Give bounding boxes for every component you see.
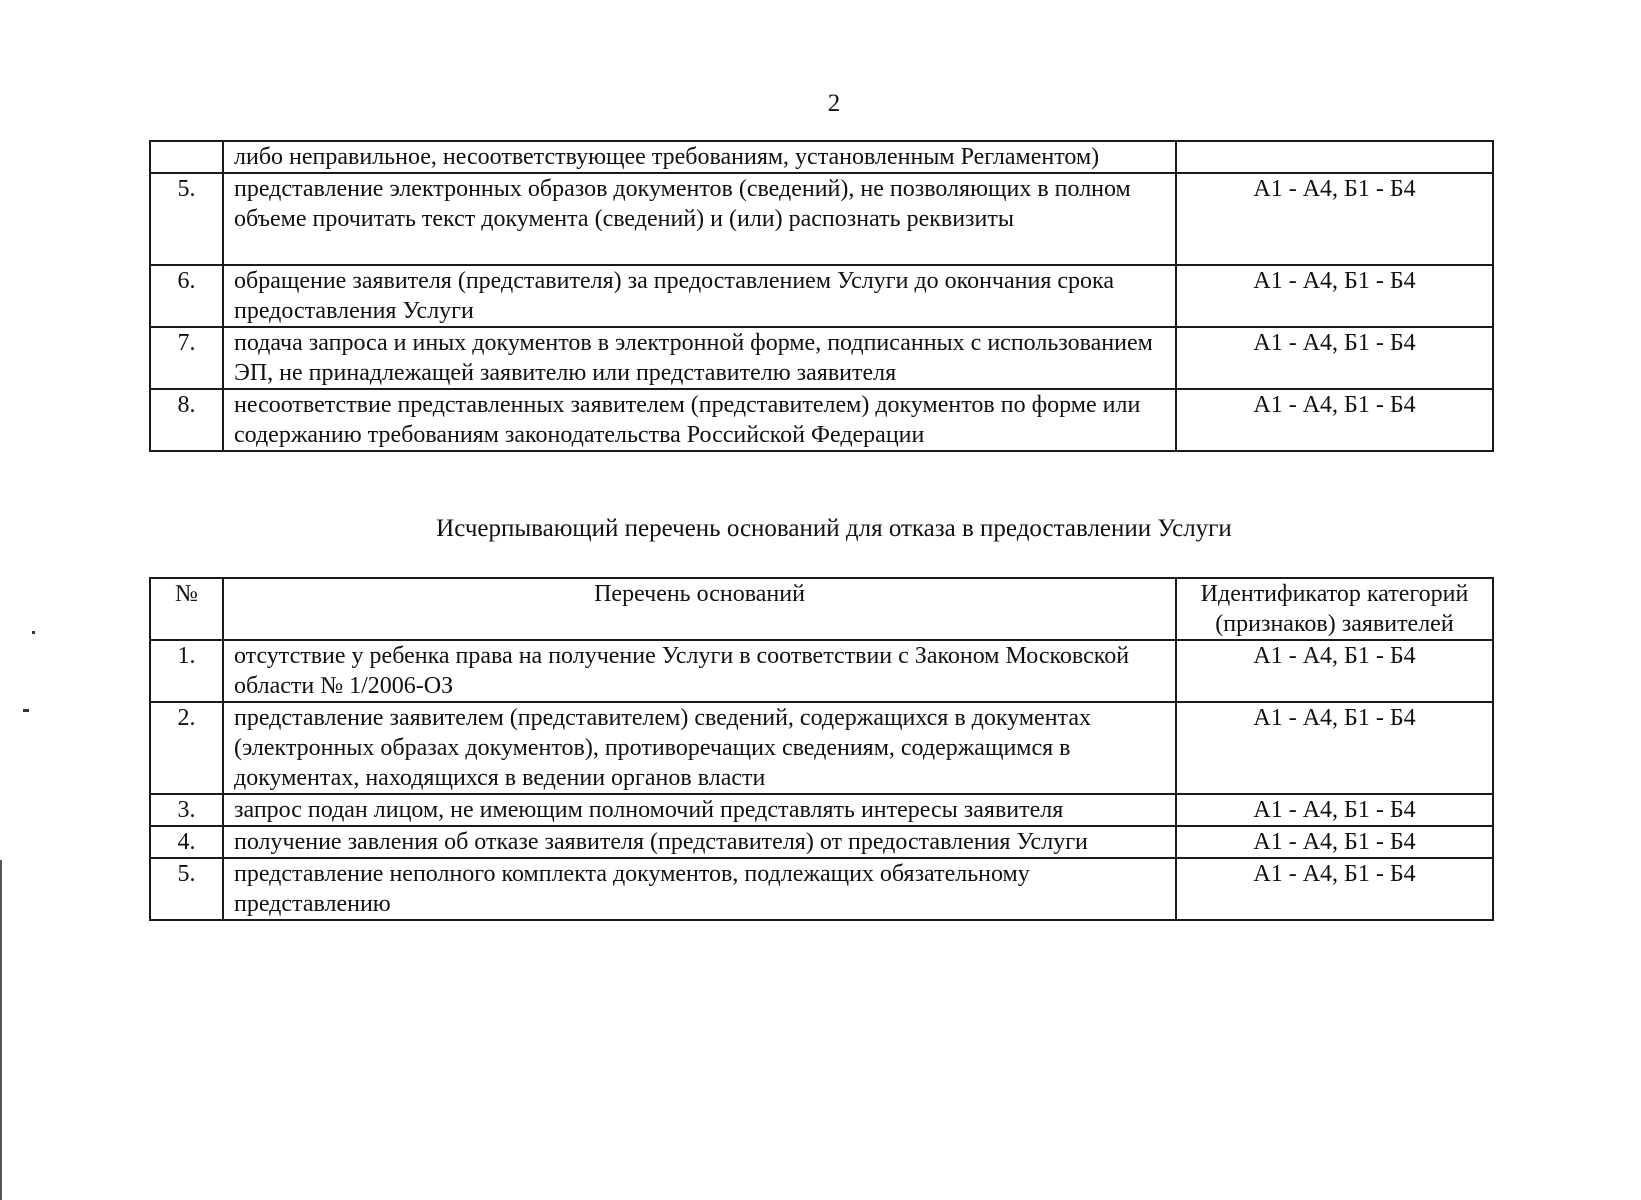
row-text: обращение заявителя (представителя) за предоставлением Услуги до окончания срока предоставления Услуги <box>223 265 1176 327</box>
scan-speck <box>23 709 29 712</box>
header-grounds: Перечень оснований <box>223 578 1176 640</box>
row-text: получение завления об отказе заявителя (представителя) от предоставления Услуги <box>223 826 1176 858</box>
row-category-code: А1 - А4, Б1 - Б4 <box>1176 640 1493 702</box>
grounds-table-continued <box>149 140 1494 452</box>
table-row <box>150 858 1493 920</box>
row-text: подача запроса и иных документов в электронной форме, подписанных с использованием ЭП, не принадлежащей заявителю или представителю заявителя <box>223 327 1176 389</box>
row-text: представление электронных образов документов (сведений), не позволяющих в полном объеме прочитать текст документа (сведений) и (или) распознать реквизиты <box>223 173 1176 265</box>
row-number: 3. <box>150 794 223 826</box>
table-row <box>150 173 1493 265</box>
row-category-code: А1 - А4, Б1 - Б4 <box>1176 265 1493 327</box>
row-category-code: А1 - А4, Б1 - Б4 <box>1176 858 1493 920</box>
table-row <box>150 826 1493 858</box>
table-row <box>150 640 1493 702</box>
table-row <box>150 702 1493 794</box>
table-header-row <box>150 578 1493 640</box>
row-category-code: А1 - А4, Б1 - Б4 <box>1176 173 1493 265</box>
row-category-code: А1 - А4, Б1 - Б4 <box>1176 702 1493 794</box>
row-number: 5. <box>150 858 223 920</box>
row-number: 5. <box>150 173 223 265</box>
table-row <box>150 265 1493 327</box>
section-title: Исчерпывающий перечень оснований для отказа в предоставлении Услуги <box>436 515 1232 542</box>
header-number: № <box>150 578 223 640</box>
scan-edge-line <box>0 860 2 1200</box>
row-category-code: А1 - А4, Б1 - Б4 <box>1176 389 1493 451</box>
row-number: 8. <box>150 389 223 451</box>
row-number: 7. <box>150 327 223 389</box>
page-number: 2 <box>827 90 841 117</box>
header-category-id: Идентификатор категорий (признаков) заявителей <box>1176 578 1493 640</box>
refusal-grounds-table <box>149 577 1494 921</box>
row-number: 1. <box>150 640 223 702</box>
row-text: несоответствие представленных заявителем (представителем) документов по форме или содержанию требованиям законодательства Российской Федерации <box>223 389 1176 451</box>
row-number <box>150 141 223 173</box>
row-category-code <box>1176 141 1493 173</box>
table-row <box>150 794 1493 826</box>
row-text: запрос подан лицом, не имеющим полномочий представлять интересы заявителя <box>223 794 1176 826</box>
row-text: представление заявителем (представителем) сведений, содержащихся в документах (электронных образах документов), противоречащих сведениям, содержащимся в документах, находящихся в ведении органов власти <box>223 702 1176 794</box>
row-category-code: А1 - А4, Б1 - Б4 <box>1176 327 1493 389</box>
table-row <box>150 389 1493 451</box>
table-row <box>150 327 1493 389</box>
row-text: либо неправильное, несоответствующее требованиям, установленным Регламентом) <box>223 141 1176 173</box>
table-row <box>150 141 1493 173</box>
row-number: 6. <box>150 265 223 327</box>
scan-speck <box>32 631 35 634</box>
row-category-code: А1 - А4, Б1 - Б4 <box>1176 826 1493 858</box>
row-text: представление неполного комплекта документов, подлежащих обязательному представлению <box>223 858 1176 920</box>
row-text: отсутствие у ребенка права на получение Услуги в соответствии с Законом Московской области № 1/2006-ОЗ <box>223 640 1176 702</box>
row-number: 2. <box>150 702 223 794</box>
row-category-code: А1 - А4, Б1 - Б4 <box>1176 794 1493 826</box>
row-number: 4. <box>150 826 223 858</box>
